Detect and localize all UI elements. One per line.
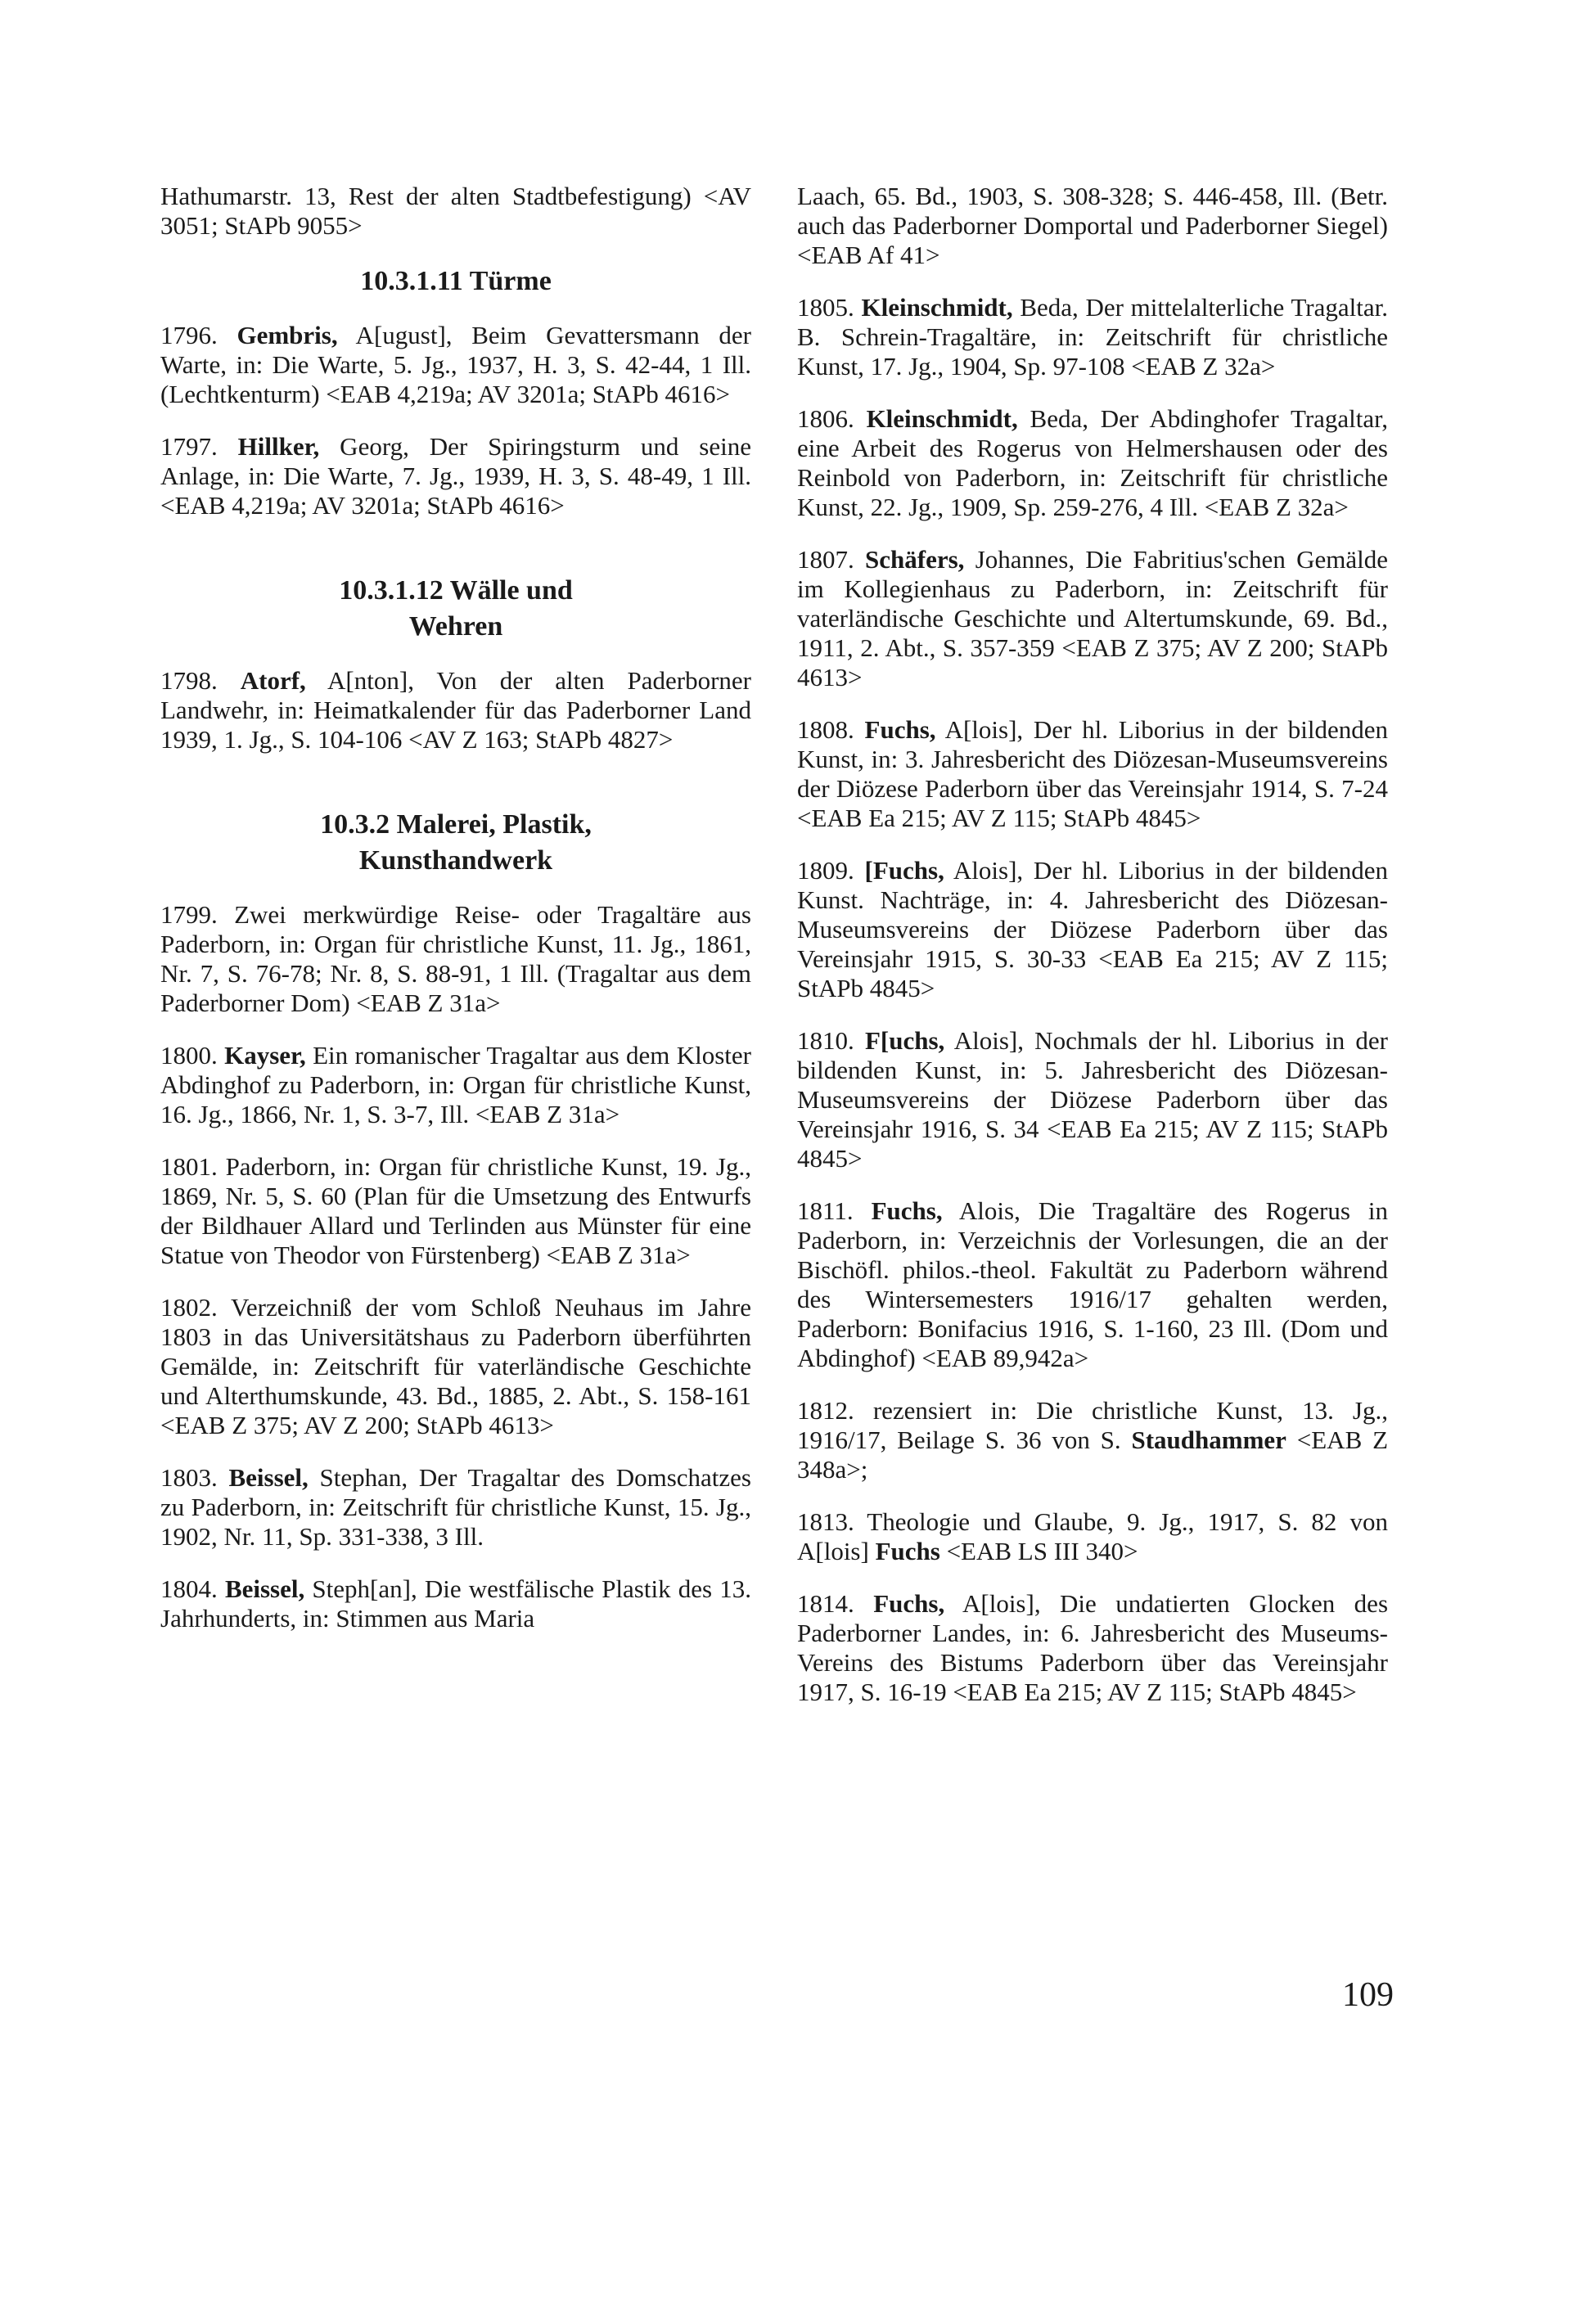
entry-author: Kleinschmidt, bbox=[861, 293, 1013, 322]
entry-text: Ein romanischer Tragaltar aus dem Kloster Abdinghof zu Paderborn, in: Organ für christliche Kunst, 16. Jg., 1866, Nr. 1, S. 3-7, Ill. <EAB Z 31a> bbox=[160, 1041, 752, 1128]
section-heading-malerei bbox=[160, 807, 751, 879]
entry-author: Fuchs, bbox=[873, 1589, 945, 1618]
entry-number: 1800. bbox=[160, 1041, 218, 1070]
entry-text: A[nton], Von der alten Paderborner Landwehr, in: Heimatkalender für das Paderborner Land 1939, 1. Jg., S. 104-106 <AV Z 163; StAPb 4827> bbox=[160, 666, 751, 754]
entry-text: Zwei merkwürdige Reise- oder Tragaltäre aus Paderborn, in: Organ für christliche Kunst, 11. Jg., 1861, Nr. 7, S. 76-78; Nr. 8, S. 88-91, 1 Ill. (Tragaltar aus dem Paderborner Dom) <EAB Z 31a> bbox=[160, 900, 751, 1017]
heading-line: Wehren bbox=[408, 611, 503, 642]
entry-author: Kayser, bbox=[224, 1041, 306, 1070]
entry-number: 1802. bbox=[160, 1293, 218, 1322]
section-heading-tuerme: 10.3.1.11 Türme bbox=[360, 266, 552, 296]
entry-text: Stephan, Der Tragaltar des Domschatzes zu Paderborn, in: Zeitschrift für christliche Kunst, 15. Jg., 1902, Nr. 11, Sp. 331-338, 3 Ill. bbox=[160, 1463, 751, 1551]
entry-1806 bbox=[797, 404, 1388, 522]
entry-author: Fuchs bbox=[875, 1537, 940, 1565]
entry-1796 bbox=[160, 321, 751, 409]
entry-number: 1799. bbox=[160, 900, 218, 929]
entry-number: 1798. bbox=[160, 666, 218, 695]
entry-number: 1797. bbox=[160, 432, 218, 461]
entry-number: 1801. bbox=[160, 1152, 218, 1181]
entry-number: 1807. bbox=[797, 545, 854, 574]
continuation-text: Laach, 65. Bd., 1903, S. 308-328; S. 446-458, Ill. (Betr. auch das Paderborner Domportal und Paderborner Siegel) <EAB Af 41> bbox=[797, 182, 1388, 269]
continuation-text: Hathumarstr. 13, Rest der alten Stadtbefestigung) <AV 3051; StAPb 9055> bbox=[160, 182, 751, 240]
entry-number: 1808. bbox=[797, 715, 854, 744]
heading-line: 10.3.1.12 Wälle und bbox=[339, 575, 573, 606]
heading-line: Kunsthandwerk bbox=[358, 845, 553, 876]
entry-text: Alois], Nochmals der hl. Liborius in der bildenden Kunst, in: 5. Jahresbericht des Diözesan-Museumsvereins der Diözese Paderborn über das Vereinsjahr 1916, S. 34 <EAB Ea 215; AV Z 115; StAPb 4845> bbox=[797, 1026, 1388, 1173]
entry-1802 bbox=[160, 1293, 751, 1440]
entry-1812 bbox=[797, 1396, 1388, 1484]
entry-text: A[lois], Der hl. Liborius in der bildenden Kunst, in: 3. Jahresbericht des Diözesan-Museumsvereins der Diözese Paderborn über das Vereinsjahr 1914, S. 7-24 <EAB Ea 215; AV Z 115; StAPb 4845> bbox=[797, 715, 1389, 832]
entry-1803 bbox=[160, 1463, 751, 1552]
entry-author: Schäfers, bbox=[865, 545, 965, 574]
entry-author: Beissel, bbox=[224, 1574, 305, 1603]
entry-text: Alois, Die Tragaltäre des Rogerus in Paderborn, in: Verzeichnis der Vorlesungen, die an der Bischöfl. philos.-theol. Fakultät zu Paderborn während des Wintersemesters 1916/17 gehalten werden, Paderborn: Bonifacius 1916, S. 1-160, 23 Ill. (Dom und Abdinghof) <EAB 89,942a> bbox=[797, 1196, 1388, 1372]
page-number: 109 bbox=[1342, 1976, 1394, 2014]
entry-1811 bbox=[797, 1196, 1388, 1373]
entry-text-end: <EAB LS III 340> bbox=[939, 1537, 1138, 1565]
entry-text: Theologie und Glaube, 9. Jg., 1917, S. 82 von A[lois] bbox=[797, 1507, 1388, 1565]
entry-1809 bbox=[797, 856, 1388, 1003]
entry-number: 1806. bbox=[797, 404, 854, 433]
entry-text: Beda, Der mittelalterliche Tragaltar. B. Schrein-Tragaltäre, in: Zeitschrift für christliche Kunst, 17. Jg., 1904, Sp. 97-108 <EAB Z 32a> bbox=[797, 293, 1389, 381]
entry-number: 1803. bbox=[160, 1463, 218, 1492]
entry-1800 bbox=[160, 1041, 751, 1129]
right-column bbox=[797, 182, 1388, 1707]
entry-text: Paderborn, in: Organ für christliche Kunst, 19. Jg., 1869, Nr. 5, S. 60 (Plan für die Umsetzung des Entwurfs der Bildhauer Allard und Terlinden aus Münster für eine Statue von Theodor von Fürstenberg) <EAB Z 31a> bbox=[160, 1152, 751, 1269]
entry-text: Beda, Der Abdinghofer Tragaltar, eine Arbeit des Rogerus von Helmershausen oder des Reinbold von Paderborn, in: Zeitschrift für christliche Kunst, 22. Jg., 1909, Sp. 259-276, 4 Ill. <EAB Z 32a> bbox=[797, 404, 1388, 521]
entry-text: A[ugust], Beim Gevattersmann der Warte, in: Die Warte, 5. Jg., 1937, H. 3, S. 42-44, 1 Ill. (Lechtkenturm) <EAB 4,219a; AV 3201a; StAPb 4616> bbox=[160, 321, 751, 408]
left-column bbox=[160, 182, 751, 1633]
entry-1810 bbox=[797, 1026, 1388, 1173]
entry-number: 1814. bbox=[797, 1589, 854, 1618]
entry-1814 bbox=[797, 1589, 1388, 1707]
entry-text: Steph[an], Die westfälische Plastik des 13. Jahrhunderts, in: Stimmen aus Maria bbox=[160, 1574, 752, 1633]
entry-author: Atorf, bbox=[240, 666, 306, 695]
entry-text: Alois], Der hl. Liborius in der bildenden Kunst. Nachträge, in: 4. Jahresbericht des Diözesan-Museumsvereins der Diözese Paderborn über das Vereinsjahr 1915, S. 30-33 <EAB Ea 215; AV Z 115; StAPb 4845> bbox=[797, 856, 1388, 1002]
entry-text: Georg, Der Spiringsturm und seine Anlage, in: Die Warte, 7. Jg., 1939, H. 3, S. 48-49, 1 Ill. <EAB 4,219a; AV 3201a; StAPb 4616> bbox=[160, 432, 752, 520]
entry-1805 bbox=[797, 293, 1388, 381]
entry-author: F[uchs, bbox=[864, 1026, 945, 1055]
entry-text-end: <EAB Z 348a>; bbox=[797, 1425, 1389, 1484]
entry-1807 bbox=[797, 545, 1388, 692]
entry-1798 bbox=[160, 666, 751, 754]
entry-author: Hillker, bbox=[237, 432, 320, 461]
entry-number: 1805. bbox=[797, 293, 854, 322]
entry-number: 1811. bbox=[797, 1196, 854, 1225]
entry-author: Fuchs, bbox=[871, 1196, 943, 1225]
entry-1804 bbox=[160, 1574, 751, 1633]
entry-1801 bbox=[160, 1152, 751, 1270]
entry-1799 bbox=[160, 900, 751, 1018]
entry-author: Fuchs, bbox=[864, 715, 936, 744]
heading-line: 10.3.2 Malerei, Plastik, bbox=[320, 809, 592, 840]
entry-text: A[lois], Die undatierten Glocken des Paderborner Landes, in: 6. Jahresbericht des Museums-Vereins des Bistums Paderborn über das Vereinsjahr 1917, S. 16-19 <EAB Ea 215; AV Z 115; StAPb 4845> bbox=[797, 1589, 1389, 1706]
entry-text: Johannes, Die Fabritius'schen Gemälde im Kollegienhaus zu Paderborn, in: Zeitschrift für vaterländische Geschichte und Altertumskunde, 69. Bd., 1911, 2. Abt., S. 357-359 <EAB Z 375; AV Z 200; StAPb 4613> bbox=[797, 545, 1388, 691]
entry-author: Beissel, bbox=[228, 1463, 309, 1492]
entry-author: Kleinschmidt, bbox=[866, 404, 1018, 433]
entry-author: [Fuchs, bbox=[864, 856, 944, 885]
entry-text: rezensiert in: Die christliche Kunst, 13. Jg., 1916/17, Beilage S. 36 von S. bbox=[797, 1396, 1388, 1454]
entry-text: Verzeichniß der vom Schloß Neuhaus im Jahre 1803 in das Universitätshaus zu Paderborn überführten Gemälde, in: Zeitschrift für vaterländische Geschichte und Alterthumskunde, 43. Bd., 1885, 2. Abt., S. 158-161 <EAB Z 375; AV Z 200; StAPb 4613> bbox=[160, 1293, 751, 1439]
entry-number: 1810. bbox=[797, 1026, 854, 1055]
entry-author: Gembris, bbox=[237, 321, 338, 349]
entry-number: 1809. bbox=[797, 856, 854, 885]
entry-1797 bbox=[160, 432, 751, 520]
entry-number: 1804. bbox=[160, 1574, 218, 1603]
entry-number: 1813. bbox=[797, 1507, 854, 1536]
entry-1808 bbox=[797, 715, 1388, 833]
entry-number: 1796. bbox=[160, 321, 218, 349]
entry-1813 bbox=[797, 1507, 1388, 1566]
entry-number: 1812. bbox=[797, 1396, 854, 1425]
entry-author: Staudhammer bbox=[1131, 1425, 1286, 1454]
section-heading-waelle bbox=[160, 573, 751, 645]
